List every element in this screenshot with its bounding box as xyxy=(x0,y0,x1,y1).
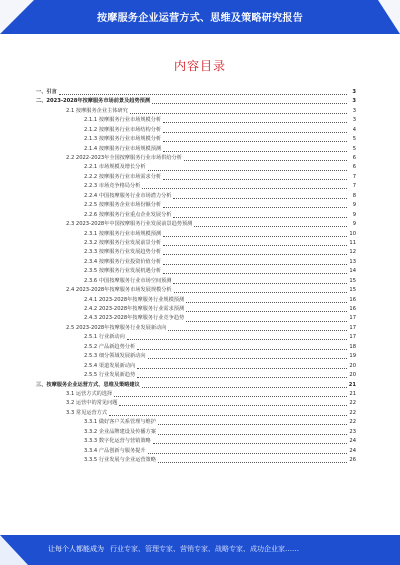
toc-entry-label: 2.3 2023-2028年中国按摩服务行业发展前景趋势预测 xyxy=(66,220,193,229)
toc-entry[interactable] xyxy=(36,88,356,97)
toc-entry-page-number: 15 xyxy=(349,277,356,284)
toc-entry[interactable] xyxy=(36,362,356,371)
toc-dot-leader xyxy=(148,170,347,171)
toc-entry-page-number: 26 xyxy=(349,457,356,464)
toc-entry-page-number: 12 xyxy=(349,249,356,256)
toc-dot-leader xyxy=(137,368,347,369)
toc-entry-label: 3.3 常见运营方式 xyxy=(66,409,108,418)
toc-entry[interactable] xyxy=(36,352,356,361)
toc-entry[interactable] xyxy=(36,220,356,229)
toc-dot-leader xyxy=(184,160,347,161)
toc-entry-page-number: 24 xyxy=(349,438,356,445)
toc-entry-page-number: 21 xyxy=(349,390,356,397)
toc-entry[interactable] xyxy=(36,182,356,191)
toc-dot-leader xyxy=(109,415,347,416)
toc-entry-page-number: 20 xyxy=(349,362,356,369)
toc-dot-leader xyxy=(163,236,347,237)
toc-entry[interactable] xyxy=(36,428,356,437)
toc-dot-leader xyxy=(142,387,347,388)
toc-entry-label: 三、按摩服务企业运营方式、思维及策略建议 xyxy=(36,381,141,390)
toc-entry[interactable] xyxy=(36,107,356,116)
toc-entry-label: 2.3.4 按摩服务行业投资价值分析 xyxy=(84,258,162,267)
toc-entry-page-number: 22 xyxy=(349,400,356,407)
toc-dot-leader xyxy=(119,405,347,406)
toc-entry-label: 2.2.3 市场竞争格局分析 xyxy=(84,182,141,191)
toc-entry-label: 2.5.1 行业新动向 xyxy=(84,333,126,342)
toc-entry-page-number: 22 xyxy=(349,419,356,426)
toc-dot-leader xyxy=(194,226,347,227)
toc-dot-leader xyxy=(163,122,347,123)
toc-entry-label: 2.2.1 市场规模及增长分析 xyxy=(84,163,147,172)
toc-entry[interactable] xyxy=(36,154,356,163)
toc-dot-leader xyxy=(186,311,347,312)
toc-entry-label: 3.3.2 企业品牌建设及传播方案 xyxy=(84,428,157,437)
toc-dot-leader xyxy=(59,94,347,95)
toc-entry[interactable] xyxy=(36,211,356,220)
toc-entry-page-number: 9 xyxy=(352,202,356,209)
toc-dot-leader xyxy=(163,245,347,246)
toc-dot-leader xyxy=(163,264,347,265)
toc-entry-label: 3.3.1 做好客户关系管理与维护 xyxy=(84,418,157,427)
toc-entry-label: 2.2.6 按摩服务行业重点企业发展分析 xyxy=(84,211,172,220)
toc-entry-label: 2.1.4 按摩服务行业市场规模预测 xyxy=(84,145,162,154)
table-of-contents xyxy=(36,88,356,466)
report-title: 按摩服务企业运营方式、思维及策略研究报告 xyxy=(97,13,303,24)
toc-entry-label: 2.2.4 中国按摩服务行业市场潜力分析 xyxy=(84,192,172,201)
toc-dot-leader xyxy=(163,207,347,208)
toc-entry-page-number: 4 xyxy=(352,126,356,133)
toc-entry-page-number: 17 xyxy=(349,315,356,322)
toc-entry[interactable] xyxy=(36,381,356,390)
toc-entry-page-number: 3 xyxy=(352,107,356,114)
toc-entry-page-number: 13 xyxy=(349,258,356,265)
toc-dot-leader xyxy=(163,254,347,255)
toc-entry-page-number: 19 xyxy=(349,353,356,360)
toc-entry-page-number: 14 xyxy=(349,268,356,275)
toc-entry[interactable] xyxy=(36,267,356,276)
toc-dot-leader xyxy=(163,179,347,180)
toc-entry-page-number: 3 xyxy=(352,88,356,95)
toc-entry-label: 2.3.3 按摩服务行业发展趋势分析 xyxy=(84,248,162,257)
toc-entry[interactable] xyxy=(36,97,356,106)
toc-entry-label: 3.3.5 行业发展与企业运营策略 xyxy=(84,456,157,465)
toc-dot-leader xyxy=(158,434,347,435)
toc-entry-page-number: 6 xyxy=(352,155,356,162)
toc-entry-page-number: 6 xyxy=(352,164,356,171)
toc-dot-leader xyxy=(127,339,347,340)
toc-entry-page-number: 3 xyxy=(352,117,356,124)
toc-entry-page-number: 9 xyxy=(352,221,356,228)
toc-entry-page-number: 15 xyxy=(349,287,356,294)
toc-entry-page-number: 16 xyxy=(349,296,356,303)
toc-entry-label: 3.3.3 数字化运营与营销策略 xyxy=(84,437,152,446)
toc-entry[interactable] xyxy=(36,343,356,352)
toc-entry[interactable] xyxy=(36,192,356,201)
toc-entry[interactable] xyxy=(36,305,356,314)
toc-dot-leader xyxy=(173,198,347,199)
toc-entry-page-number: 22 xyxy=(349,409,356,416)
toc-dot-leader xyxy=(186,302,347,303)
toc-entry[interactable] xyxy=(36,333,356,342)
toc-entry[interactable] xyxy=(36,135,356,144)
toc-entry[interactable] xyxy=(36,371,356,380)
footer-slogan-lead: 让每个人都能成为 xyxy=(48,545,104,553)
toc-entry-label: 2.5 2023-2028年按摩服务行业发展新动向 xyxy=(66,324,167,333)
toc-entry-label: 2.5.2 产品新趋势分析 xyxy=(84,343,136,352)
toc-entry-label: 2.3.2 按摩服务行业发展前景分析 xyxy=(84,239,162,248)
toc-entry[interactable] xyxy=(36,286,356,295)
toc-entry-label: 2.5.5 行业发展新趋势 xyxy=(84,371,136,380)
toc-dot-leader xyxy=(163,141,347,142)
toc-entry[interactable] xyxy=(36,116,356,125)
toc-dot-leader xyxy=(148,358,347,359)
toc-dot-leader xyxy=(173,217,347,218)
toc-entry-label: 2.2.2 按摩服务行业市场需求分析 xyxy=(84,173,162,182)
toc-dot-leader xyxy=(137,349,347,350)
toc-entry[interactable] xyxy=(36,145,356,154)
toc-dot-leader xyxy=(168,330,347,331)
toc-entry[interactable] xyxy=(36,456,356,465)
toc-entry[interactable] xyxy=(36,324,356,333)
toc-entry-page-number: 3 xyxy=(352,98,356,105)
toc-entry-page-number: 20 xyxy=(349,372,356,379)
toc-entry-page-number: 7 xyxy=(352,183,356,190)
toc-entry[interactable] xyxy=(36,126,356,135)
toc-entry[interactable] xyxy=(36,201,356,210)
toc-entry-label: 2.3.6 中国按摩服务行业市场空间预测 xyxy=(84,277,172,286)
toc-entry[interactable] xyxy=(36,437,356,446)
toc-entry[interactable] xyxy=(36,239,356,248)
toc-entry-page-number: 17 xyxy=(349,334,356,341)
toc-entry[interactable] xyxy=(36,399,356,408)
toc-entry-page-number: 7 xyxy=(352,173,356,180)
toc-dot-leader xyxy=(114,396,347,397)
toc-entry[interactable] xyxy=(36,390,356,399)
toc-entry[interactable] xyxy=(36,315,356,324)
toc-entry-page-number: 23 xyxy=(349,428,356,435)
toc-entry[interactable] xyxy=(36,418,356,427)
toc-entry[interactable] xyxy=(36,248,356,257)
toc-entry-page-number: 9 xyxy=(352,211,356,218)
toc-entry-label: 2.5.3 细分领域发展新动向 xyxy=(84,352,147,361)
toc-entry[interactable] xyxy=(36,230,356,239)
toc-entry-label: 2.2.5 按摩服务企业市场份额分析 xyxy=(84,201,162,210)
toc-entry[interactable] xyxy=(36,447,356,456)
toc-entry-page-number: 10 xyxy=(349,230,356,237)
toc-entry-label: 2.4.1 2023-2028年按摩服务行业规模预测 xyxy=(84,296,185,305)
toc-entry-label: 2.1.3 按摩服务行业市场规模分析 xyxy=(84,135,162,144)
toc-entry-page-number: 11 xyxy=(349,239,356,246)
toc-dot-leader xyxy=(163,151,347,152)
toc-entry-label: 2.1.1 按摩服务行业市场规模分析 xyxy=(84,116,162,125)
footer-bar xyxy=(0,535,400,565)
toc-entry[interactable] xyxy=(36,277,356,286)
toc-entry-page-number: 17 xyxy=(349,324,356,331)
toc-entry-label: 2.3.1 按摩服务行业市场规模预测 xyxy=(84,230,162,239)
toc-entry[interactable] xyxy=(36,296,356,305)
toc-entry-page-number: 5 xyxy=(352,145,356,152)
toc-entry-label: 2.2 2022-2023年全国按摩服务行业市场供给分析 xyxy=(66,154,183,163)
toc-entry-label: 3.3.4 产品创新与服务提升 xyxy=(84,447,147,456)
toc-entry-label: 2.4 2023-2028年按摩服务市场发展规模分析 xyxy=(66,286,173,295)
footer-slogan xyxy=(48,544,299,554)
toc-entry-label: 3.2 运营中的常见问题 xyxy=(66,399,118,408)
toc-entry-page-number: 16 xyxy=(349,306,356,313)
toc-dot-leader xyxy=(158,462,347,463)
toc-entry[interactable] xyxy=(36,164,356,173)
toc-entry-page-number: 5 xyxy=(352,136,356,143)
toc-dot-leader xyxy=(173,283,347,284)
toc-entry-page-number: 21 xyxy=(348,381,356,388)
toc-dot-leader xyxy=(158,424,347,425)
toc-dot-leader xyxy=(137,377,347,378)
toc-entry[interactable] xyxy=(36,258,356,267)
toc-entry-label: 2.4.3 2023-2028年按摩服务行业竞争趋势 xyxy=(84,314,185,323)
toc-entry[interactable] xyxy=(36,409,356,418)
toc-dot-leader xyxy=(174,292,347,293)
toc-entry-label: 2.1.2 按摩服务行业市场结构分析 xyxy=(84,126,162,135)
toc-dot-leader xyxy=(142,188,347,189)
toc-entry-page-number: 8 xyxy=(352,192,356,199)
toc-entry[interactable] xyxy=(36,173,356,182)
toc-entry-page-number: 24 xyxy=(349,447,356,454)
footer-slogan-roles: 行业专家、管理专家、营销专家、战略专家、成功企业家…… xyxy=(110,545,299,553)
report-header-bar xyxy=(0,0,400,34)
toc-dot-leader xyxy=(153,443,347,444)
toc-entry-label: 2.4.2 2023-2028年按摩服务行业需求预测 xyxy=(84,305,185,314)
toc-entry-label: 2.1 按摩服务企业主体研究 xyxy=(66,107,129,116)
toc-entry-label: 3.1 运营方式的选择 xyxy=(66,390,113,399)
toc-dot-leader xyxy=(148,453,347,454)
toc-dot-leader xyxy=(186,321,347,322)
toc-entry-label: 2.3.5 按摩服务行业发展机遇分析 xyxy=(84,267,162,276)
toc-dot-leader xyxy=(163,273,347,274)
footer-fold-decoration xyxy=(0,535,28,565)
toc-entry-label: 二、2023-2028年按摩服务市场前景及趋势预测 xyxy=(36,97,151,106)
toc-dot-leader xyxy=(152,103,347,104)
toc-dot-leader xyxy=(163,132,347,133)
toc-entry-page-number: 18 xyxy=(349,343,356,350)
toc-heading: 内容目录 xyxy=(173,59,226,73)
toc-entry-label: 一、引言 xyxy=(36,88,58,97)
toc-dot-leader xyxy=(130,113,347,114)
toc-entry-label: 2.5.4 渠道发展新动向 xyxy=(84,362,136,371)
